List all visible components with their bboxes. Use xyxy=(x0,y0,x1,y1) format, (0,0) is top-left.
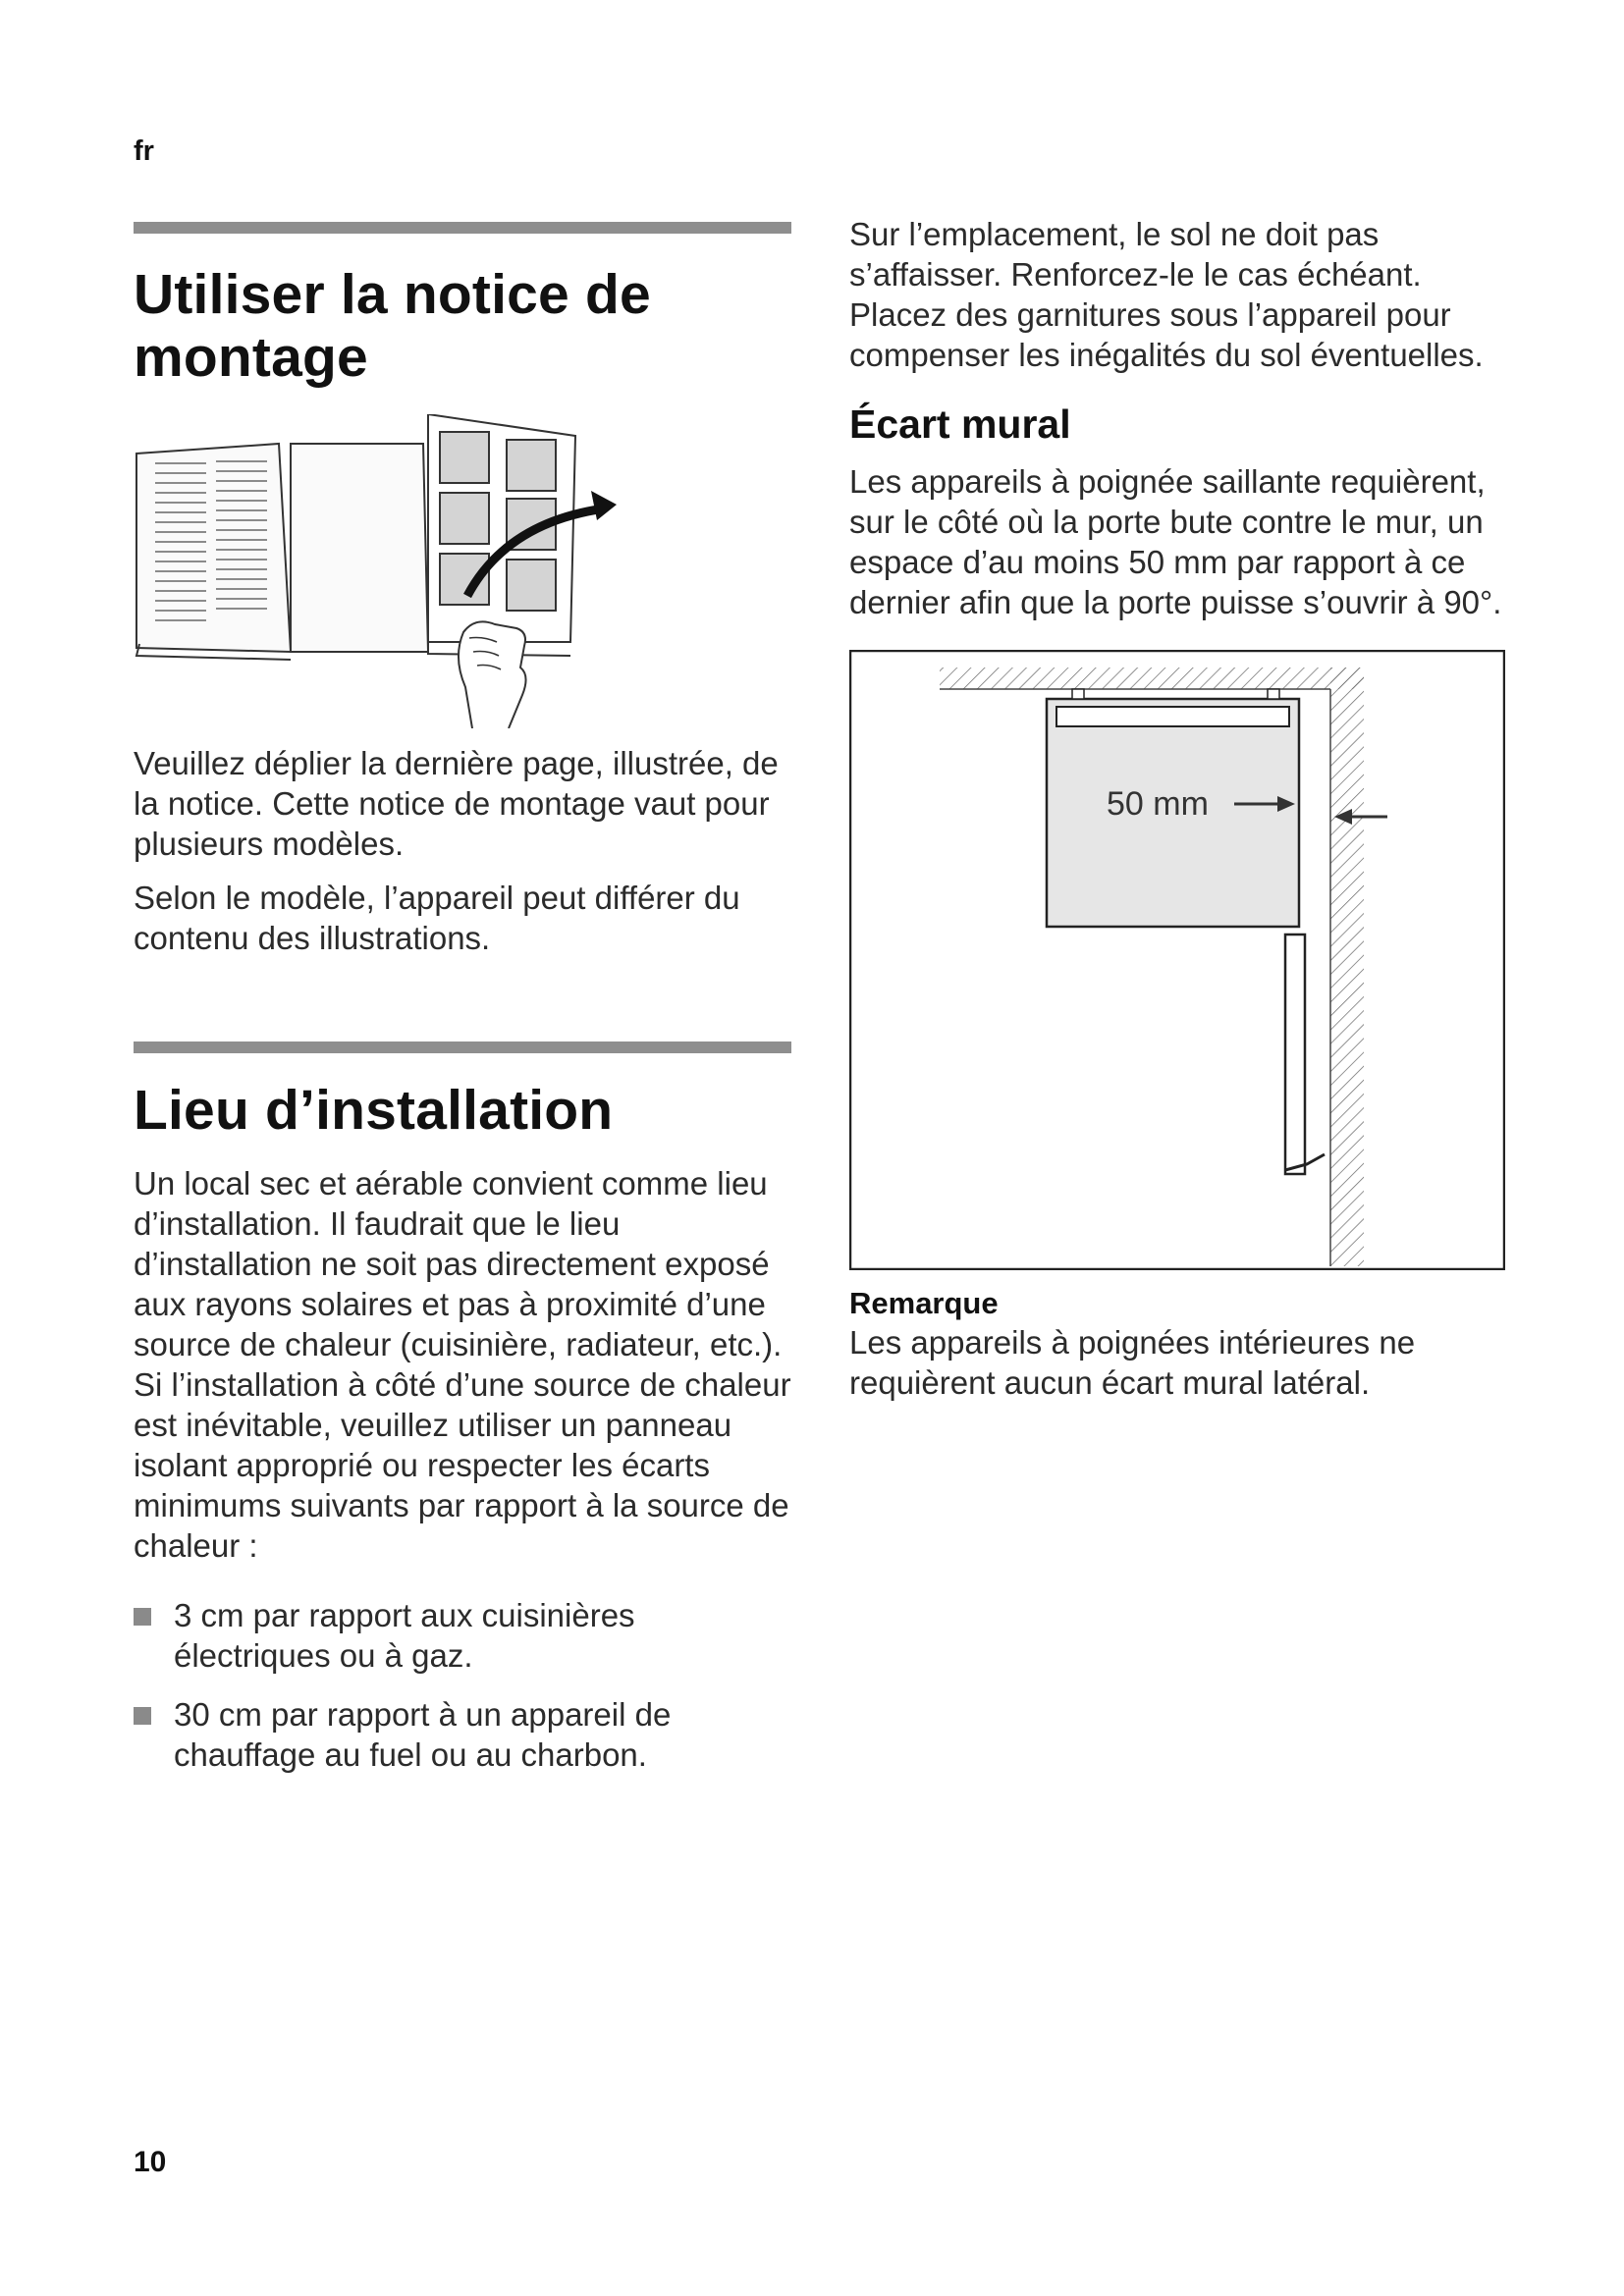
bullet-square-icon xyxy=(134,1608,151,1626)
subsection-title-ecart: Écart mural xyxy=(849,401,1071,447)
section-rule xyxy=(134,222,791,234)
notice-paragraph-2: Selon le modèle, l’appareil peut différer du contenu des illustrations. xyxy=(134,880,740,956)
manual-unfold-illustration xyxy=(134,414,791,728)
left-column xyxy=(134,222,791,1793)
installation-paragraph: Un local sec et aérable convient comme lieu d’installation. Il faudrait que le lieu d’installation ne soit pas directement exposé aux rayons solaires et pas à proximité d’une source de chaleur (cuisinière, radiateur, etc.). Si l’installation à côté d’une source de chaleur est inévitable, veuillez utiliser un panneau isolant approprié ou respecter les écarts minimums suivants par rapport à la source de chaleur : xyxy=(134,1165,791,1564)
section-title-installation: Lieu d’installation xyxy=(134,1079,614,1142)
heat-distance-list xyxy=(134,1595,791,1775)
floor-paragraph: Sur l’emplacement, le sol ne doit pas s’affaisser. Renforcez-le le cas échéant. Placez des garnitures sous l’appareil pour compenser les inégalités du sol éventuelles. xyxy=(849,216,1484,373)
wall-clearance-diagram xyxy=(849,650,1505,1270)
notice-paragraph-1: Veuillez déplier la dernière page, illustrée, de la notice. Cette notice de montage vaut pour plusieurs modèles. xyxy=(134,745,779,862)
page-number: 10 xyxy=(134,2146,167,2178)
list-item: 3 cm par rapport aux cuisinières électriques ou à gaz. xyxy=(134,1595,791,1676)
bullet-square-icon xyxy=(134,1707,151,1725)
list-item: 30 cm par rapport à un appareil de chauffage au fuel ou au charbon. xyxy=(134,1694,791,1775)
note-paragraph: Les appareils à poignées intérieures ne requièrent aucun écart mural latéral. xyxy=(849,1324,1416,1401)
language-label: fr xyxy=(134,135,154,167)
right-column xyxy=(849,214,1517,1403)
section-rule xyxy=(134,1041,791,1053)
clearance-label: 50 mm xyxy=(1107,785,1209,823)
ecart-paragraph: Les appareils à poignée saillante requièrent, sur le côté où la porte bute contre le mur, un espace d’au moins 50 mm par rapport à ce dernier afin que la porte puisse s’ouvrir à 90°. xyxy=(849,463,1502,620)
note-title: Remarque xyxy=(849,1286,999,1320)
section-title-notice: Utiliser la notice de montage xyxy=(134,263,651,389)
